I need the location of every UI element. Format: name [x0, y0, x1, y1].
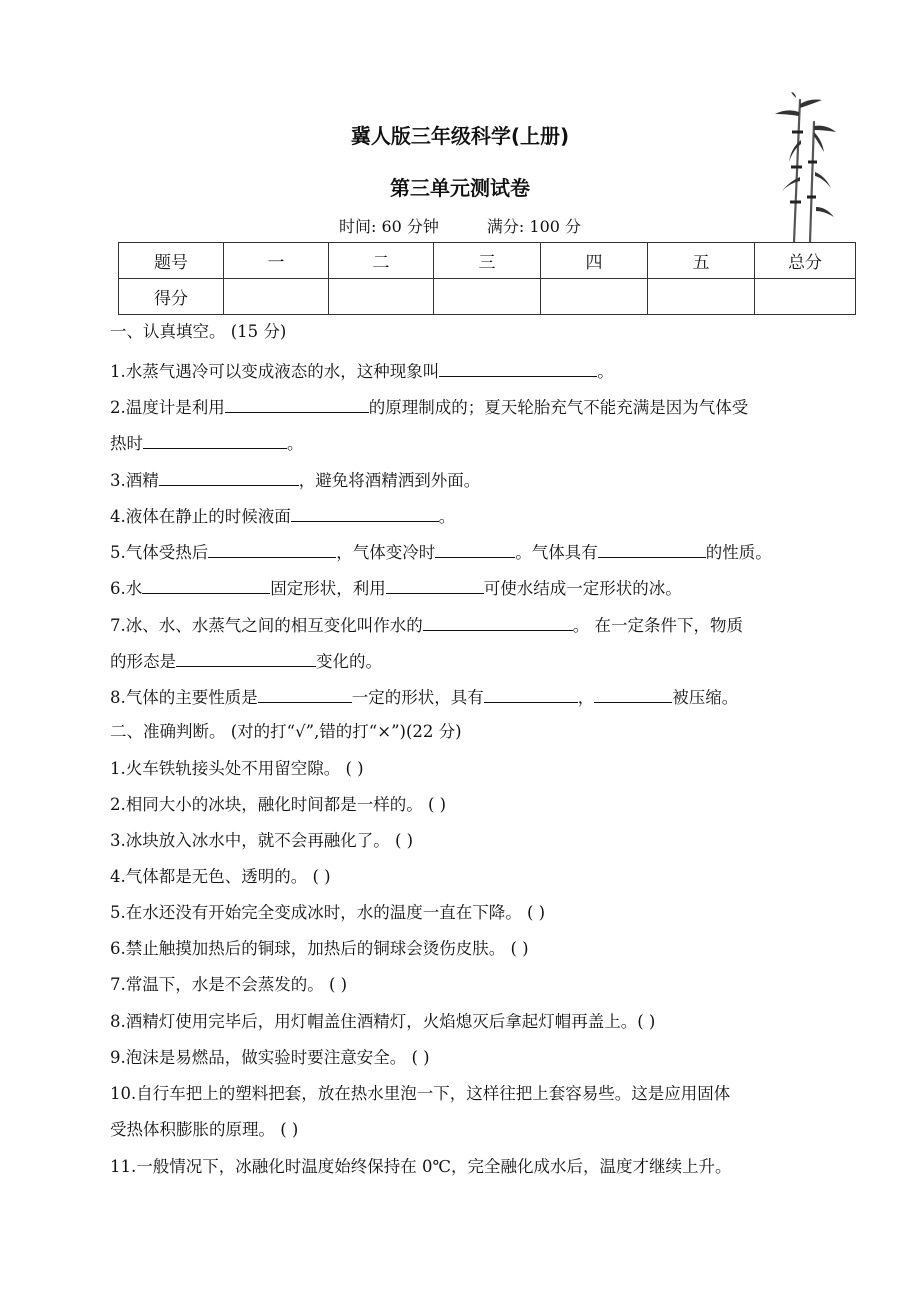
score-cell-1[interactable] — [224, 279, 329, 315]
question-5 — [110, 541, 772, 563]
question-6 — [110, 577, 682, 599]
answer-blank[interactable] — [594, 686, 672, 703]
question-text: 热时 — [110, 434, 143, 453]
score-table-cell: 四 — [541, 243, 648, 279]
score-label: 满分: 100 分 — [486, 217, 582, 236]
section1-heading: 一、认真填空。 (15 分) — [110, 322, 287, 341]
question-2-cont — [110, 432, 304, 454]
score-cell-2[interactable] — [329, 279, 434, 315]
page-subtitle: 第三单元测试卷 — [390, 176, 530, 200]
time-label: 时间: 60 分钟 — [338, 217, 439, 236]
answer-blank[interactable] — [176, 650, 316, 667]
answer-blank[interactable] — [225, 396, 369, 413]
question-text: ，气体变冷时 — [336, 543, 436, 562]
question-text: 一定的形状，具有 — [351, 688, 484, 707]
judge-item-7: 7.常温下，水是不会蒸发的。 ( ) — [110, 975, 348, 994]
judge-item-1: 1.火车铁轨接头处不用留空隙。 ( ) — [110, 759, 364, 778]
question-text: 。气体具有 — [515, 543, 598, 562]
judge-item-10: 10.自行车把上的塑料把套，放在热水里泡一下，这样往把上套容易些。这是应用固体 — [110, 1084, 731, 1103]
answer-blank[interactable] — [386, 577, 484, 594]
answer-blank[interactable] — [159, 469, 299, 486]
judge-item-11: 11.一般情况下，冰融化时温度始终保持在 0℃，完全融化成水后，温度才继续上升。 — [110, 1157, 732, 1176]
answer-blank[interactable] — [439, 360, 597, 377]
question-text: 。 — [438, 507, 456, 526]
question-text: 6.水 — [110, 579, 143, 598]
question-text: 。 — [597, 362, 614, 381]
answer-blank[interactable] — [484, 686, 578, 703]
score-table-cell: 总分 — [755, 243, 856, 279]
question-7-cont — [110, 650, 382, 672]
judge-item-9: 9.泡沫是易燃品，做实验时要注意安全。 ( ) — [110, 1048, 430, 1067]
question-4 — [110, 505, 455, 527]
answer-blank[interactable] — [291, 505, 439, 522]
exam-meta — [0, 214, 920, 237]
question-7 — [110, 614, 743, 636]
score-table-cell: 得分 — [119, 279, 224, 315]
answer-blank[interactable] — [258, 686, 352, 703]
judge-item-3: 3.冰块放入冰水中，就不会再融化了。 ( ) — [110, 831, 414, 850]
score-cell-5[interactable] — [648, 279, 755, 315]
judge-item-5: 5.在水还没有开始完全变成冰时，水的温度一直在下降。 ( ) — [110, 903, 546, 922]
question-text: 5.气体受热后 — [110, 543, 209, 562]
judge-item-8: 8.酒精灯使用完毕后，用灯帽盖住酒精灯，火焰熄灭后拿起灯帽再盖上。( ) — [110, 1012, 656, 1031]
answer-blank[interactable] — [143, 432, 287, 449]
judge-item-2: 2.相同大小的冰块，融化时间都是一样的。 ( ) — [110, 795, 447, 814]
score-cell-3[interactable] — [434, 279, 541, 315]
question-text: 变化的。 — [316, 652, 382, 671]
score-table-header-row — [119, 243, 856, 279]
section2-heading: 二、准确判断。 (对的打“√”,错的打“×”)(22 分) — [110, 722, 462, 741]
answer-blank[interactable] — [598, 541, 706, 558]
question-text: 7.冰、水、水蒸气之间的相互变化叫作水的 — [110, 616, 423, 635]
question-3 — [110, 469, 480, 491]
question-8 — [110, 686, 738, 708]
question-text: 被压缩。 — [672, 688, 739, 707]
judge-item-4: 4.气体都是无色、透明的。 ( ) — [110, 867, 331, 886]
question-1 — [110, 360, 614, 382]
score-table-cell: 二 — [329, 243, 434, 279]
question-text: 。 在一定条件下，物质 — [572, 616, 743, 635]
question-text: 2.温度计是利用 — [110, 398, 225, 417]
question-text: 4.液体在静止的时候液面 — [110, 507, 291, 526]
question-text: ， — [577, 688, 595, 707]
page-title: 冀人版三年级科学(上册) — [350, 124, 570, 148]
answer-blank[interactable] — [435, 541, 515, 558]
score-table-score-row — [119, 279, 856, 315]
question-text: 8.气体的主要性质是 — [110, 688, 258, 707]
question-text: 的性质。 — [705, 543, 772, 562]
score-cell-4[interactable] — [541, 279, 648, 315]
judge-item-6: 6.禁止触摸加热后的铜球，加热后的铜球会烫伤皮肤。 ( ) — [110, 939, 529, 958]
question-text: ，避免将酒精洒到外面。 — [298, 471, 481, 490]
answer-blank[interactable] — [423, 614, 573, 631]
score-table-cell: 三 — [434, 243, 541, 279]
question-text: 1.水蒸气遇冷可以变成液态的水，这种现象叫 — [110, 362, 440, 381]
question-text: 。 — [287, 434, 304, 453]
question-text: 固定形状，利用 — [270, 579, 386, 598]
answer-blank[interactable] — [208, 541, 336, 558]
judge-item-10-cont: 受热体积膨胀的原理。 ( ) — [110, 1120, 299, 1139]
question-text: 的形态是 — [110, 652, 176, 671]
score-cell-total[interactable] — [755, 279, 856, 315]
question-text: 可使水结成一定形状的冰。 — [483, 579, 682, 598]
score-table-cell: 题号 — [119, 243, 224, 279]
question-text: 3.酒精 — [110, 471, 159, 490]
question-text: 的原理制成的；夏天轮胎充气不能充满是因为气体受 — [368, 398, 749, 417]
score-table — [118, 242, 856, 315]
score-table-cell: 一 — [224, 243, 329, 279]
question-2 — [110, 396, 748, 418]
answer-blank[interactable] — [142, 577, 270, 594]
score-table-cell: 五 — [648, 243, 755, 279]
